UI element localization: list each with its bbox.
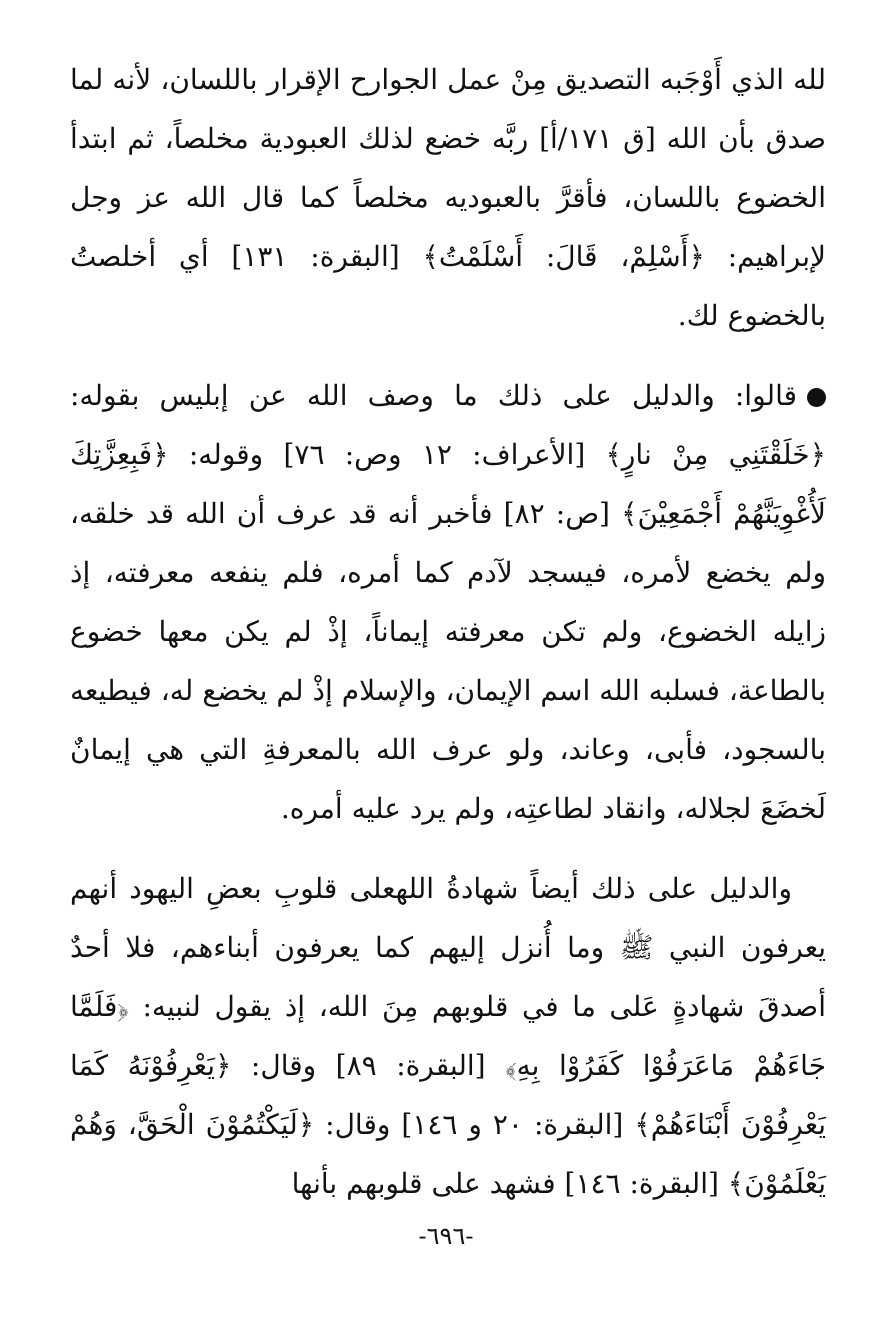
paragraph-2 bbox=[70, 366, 826, 838]
page-body bbox=[70, 50, 826, 1327]
bullet-icon bbox=[807, 388, 826, 407]
page-number: -٦٩٦- bbox=[418, 1222, 474, 1250]
paragraph-1: لله الذي أَوْجَبه التصديق مِنْ عمل الجوارح الإقرار باللسان، لأنه لما صدق بأن الله [ق ١٧١/أ] ربَّه خضع لذلك العبودية مخلصاً، ثم ابتدأ الخضوع باللسان، فأقرَّ بالعبوديه مخلصاً كما قال الله عز وجل لإبراهيم: ﴿أَسْلِمْ، قَالَ: أَسْلَمْتُ﴾ [البقرة: ١٣١] أي أخلصتُ بالخضوع لك. bbox=[70, 63, 826, 332]
paragraph-3: والدليل على ذلك أيضاً شهادةُ اللهعلى قلوبِ بعضِ اليهود أنهم يعرفون النبي ﷺ وما أُنزل إليهم كما يعرفون أبناءهم، فلا أحدٌ أصدقَ شهادةٍ عَلى ما في قلوبهم مِنَ الله، إذ يقول لنبيه: ﴿فَلَمَّا جَاءَهُمْ مَاعَرَفُوْا كَفَرُوْا بِهِ﴾ [البقرة: ٨٩] وقال: ﴿يَعْرِفُوْنَهُ كَمَا يَعْرِفُوْنَ أَبْنَاءَهُمْ﴾ [البقرة: ٢٠ و ١٤٦] وقال: ﴿لَيَكْتُمُوْنَ الْحَقَّ، وَهُمْ يَعْلَمُوْنَ﴾ [البقرة: ١٤٦] فشهد على قلوبهم بأنها bbox=[70, 872, 826, 1200]
paragraph-2-text: قالوا: والدليل على ذلك ما وصف الله عن إبليس بقوله: ﴿خَلَقْتَنِي مِنْ نارٍ﴾ [الأعراف: ١٢ وص: ٧٦] وقوله: ﴿فَبِعِزَّتِكَ لَأُغْوِيَنَّهُمْ أَجْمَعِيْنَ﴾ [ص: ٨٢] فأخبر أنه قد عرف أن الله قد خلقه، ولم يخضع لأمره، فيسجد لآدم كما أمره، فلم ينفعه معرفته، إذ زايله الخضوع، ولم تكن معرفته إيماناً، إذْ لم يكن معها خضوع بالطاعة، فسلبه الله اسم الإيمان، والإسلام إذْ لم يخضع له، فيطيعه بالسجود، فأبى، وعاند، ولو عرف الله بالمعرفةِ التي هي إيمانٌ لَخضَعَ لجلاله، وانقاد لطاعتِه، ولم يرد عليه أمره. bbox=[70, 379, 827, 825]
